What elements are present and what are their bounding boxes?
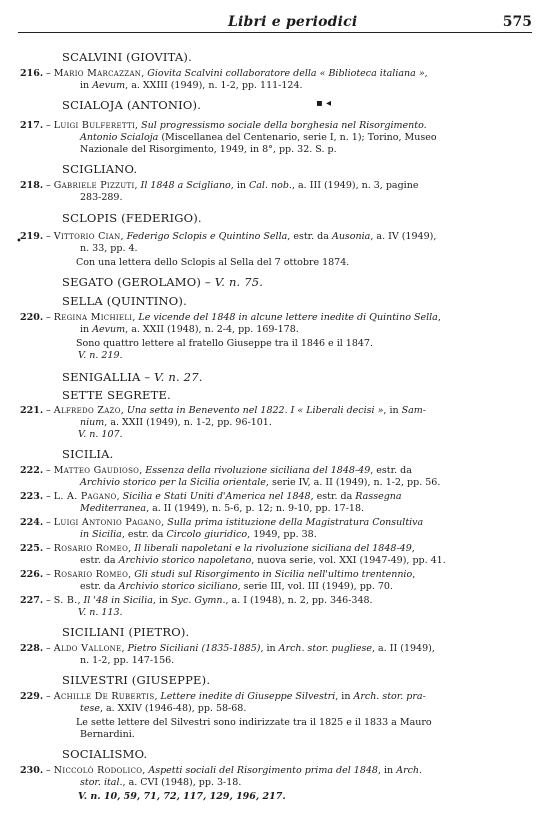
section-heading: SCIGLIANO. xyxy=(62,162,138,176)
text-run: , xyxy=(120,231,127,242)
text-run: , a. IV (1949), xyxy=(370,231,437,242)
text-run: , xyxy=(437,312,441,323)
entry-number: 222. xyxy=(20,465,44,476)
text-run: , xyxy=(116,491,123,502)
italic-text: Giovita Scalvini collaboratore della « Biblioteca italiana » xyxy=(147,68,425,79)
entry-continuation xyxy=(80,417,272,429)
cross-reference xyxy=(78,429,123,441)
section-heading: SILVESTRI (GIUSEPPE). xyxy=(62,673,211,687)
section-heading: SETTE SEGRETE. xyxy=(62,388,171,402)
italic-text: Mediterranea xyxy=(80,503,147,514)
text-run: , xyxy=(154,691,161,702)
italic-text: Il 1848 a Scigliano xyxy=(140,180,231,191)
entry-continuation xyxy=(80,243,138,255)
text-run: , xyxy=(134,180,141,191)
italic-text: Cal. nob. xyxy=(249,180,292,191)
text-run: , xyxy=(424,68,428,79)
entry-text xyxy=(46,231,436,243)
entry-number: 226. xyxy=(20,569,44,580)
italic-text: Le vicende del 1848 in alcune lettere inedite di Quintino Sella xyxy=(138,312,438,323)
running-title: Libri e periodici xyxy=(228,14,358,30)
entry-text xyxy=(46,543,415,555)
italic-text: Aevum xyxy=(92,324,126,335)
text-run: SENIGALLIA – xyxy=(62,370,155,384)
entry-note xyxy=(76,257,349,269)
entry-dash: – xyxy=(46,231,54,242)
text-run: , xyxy=(141,68,148,79)
italic-text: Gli studi sul Risorgimento in Sicilia nell'ultimo trentennio xyxy=(134,569,413,580)
italic-text: Antonio Scialoja xyxy=(80,132,159,143)
italic-text: Arch. xyxy=(396,765,423,776)
text-run: , a. XXIV (1946-48), pp. 58-68. xyxy=(99,703,247,714)
entry-continuation xyxy=(80,477,440,489)
entry-dash: – xyxy=(46,569,54,580)
text-run: Con una lettera dello Sclopis al Sella del 7 ottobre 1874. xyxy=(76,257,350,268)
italic-text: Aevum xyxy=(92,80,126,91)
entry-continuation xyxy=(80,703,246,715)
italic-text: Una setta in Benevento nel 1822. I « Liberali decisi » xyxy=(126,405,384,416)
entry-number: 217. xyxy=(20,120,44,131)
entry-continuation xyxy=(80,529,317,541)
author-name: Aldo Vallone xyxy=(53,643,122,654)
italic-text: Essenza della rivoluzione siciliana del 1848-49 xyxy=(145,465,371,476)
cross-reference xyxy=(78,607,123,619)
text-run: , a. II (1949), n. 5-6, p. 12; n. 9-10, pp. 17-18. xyxy=(146,503,365,514)
text-run: , a. XXII (1948), n. 2-4, pp. 169-178. xyxy=(125,324,299,335)
text-run: Sono quattro lettere al fratello Giuseppe tra il 1846 e il 1847. xyxy=(76,338,373,349)
text-run: , xyxy=(77,595,84,606)
author-name: L. A. Pagano xyxy=(53,491,117,502)
entry-continuation xyxy=(80,503,364,515)
author-name: S. B. xyxy=(53,595,78,606)
text-run: , a. II (1949), xyxy=(371,643,435,654)
entry-number: 219. xyxy=(20,231,44,242)
italic-text: Rassegna xyxy=(355,491,402,502)
text-run: Nazionale del Risorgimento, 1949, in 8°, pp. 32. S. p. xyxy=(80,144,337,155)
author-name: Luigi Bulferetti xyxy=(53,120,136,131)
entry-text xyxy=(46,68,428,80)
italic-text: Archivio storico per la Sicilia orientale xyxy=(80,477,266,488)
text-run: , xyxy=(142,765,149,776)
section-heading: SELLA (QUINTINO). xyxy=(62,294,187,308)
italic-text: nium xyxy=(80,417,105,428)
italic-text: stor. ital. xyxy=(80,777,123,788)
author-name: Matteo Gaudioso xyxy=(53,465,140,476)
entry-continuation xyxy=(80,729,135,741)
author-name: Niccolò Rodolico xyxy=(53,765,143,776)
text-run: , xyxy=(128,569,135,580)
text-run: , serie III, vol. III (1949), pp. 70. xyxy=(237,581,393,592)
text-run: 283-289. xyxy=(80,192,123,203)
italic-text: Circolo giuridico xyxy=(166,529,248,540)
section-heading: SCIALOJA (ANTONIO). xyxy=(62,98,202,112)
entry-text xyxy=(46,405,426,417)
text-run: , in xyxy=(260,643,279,654)
entry-continuation xyxy=(80,324,299,336)
italic-text: Archivio storico napoletano xyxy=(118,555,252,566)
italic-text: Federigo Sclopis e Quintino Sella xyxy=(126,231,288,242)
entry-text xyxy=(46,120,427,132)
entry-continuation xyxy=(80,777,241,789)
entry-dash: – xyxy=(46,120,54,131)
text-run: , a. XXIII (1949), n. 1-2, pp. 111-124. xyxy=(125,80,303,91)
italic-text: Sam- xyxy=(401,405,427,416)
text-run: , in xyxy=(377,765,397,776)
italic-text: Aspetti sociali del Risorgimento prima del 1848 xyxy=(148,765,378,776)
entry-text xyxy=(46,569,415,581)
italic-text: Archivio storico siciliano xyxy=(118,581,238,592)
italic-text: Sul progressismo sociale della borghesia nel Risorgimento. xyxy=(141,120,427,131)
text-run: , a. III (1949), n. 3, pagine xyxy=(291,180,419,191)
entry-dash: – xyxy=(46,312,54,323)
author-name: Vittorio Cian xyxy=(53,231,121,242)
entry-continuation xyxy=(80,555,446,567)
cross-reference xyxy=(78,350,123,362)
italic-text: Sicilia e Stati Uniti d'America nel 1848 xyxy=(122,491,311,502)
italic-text: Arch. stor. pra- xyxy=(353,691,426,702)
text-run: , estr. da xyxy=(121,529,167,540)
text-run: , xyxy=(161,517,168,528)
text-run: V. n. 113. xyxy=(78,607,123,618)
entry-note xyxy=(76,338,373,350)
entry-text xyxy=(46,643,435,655)
author-name: Regina Michieli xyxy=(53,312,133,323)
text-run: V. n. 10, 59, 71, 72, 117, 129, 196, 217. xyxy=(78,791,286,802)
text-run: , estr. da xyxy=(310,491,356,502)
author-name: Rosario Romeo xyxy=(53,569,129,580)
text-run: , in xyxy=(335,691,354,702)
italic-text: V. n. 27. xyxy=(154,370,203,384)
entry-number: 218. xyxy=(20,180,44,191)
author-name: Alfredo Zazo xyxy=(53,405,121,416)
text-run: V. n. 219. xyxy=(78,350,123,361)
text-run: , in xyxy=(152,595,172,606)
entry-text xyxy=(46,312,441,324)
author-name: Mario Marcazzan xyxy=(53,68,142,79)
section-heading: SOCIALISMO. xyxy=(62,747,148,761)
text-run: , serie IV, a. II (1949), n. 1-2, pp. 56. xyxy=(265,477,441,488)
entry-continuation xyxy=(80,80,303,92)
italic-text: Lettere inedite di Giuseppe Silvestri xyxy=(160,691,336,702)
text-run: , nuova serie, vol. XXI (1947-49), pp. 41. xyxy=(251,555,446,566)
entry-text xyxy=(46,180,418,192)
section-heading: SICILIA. xyxy=(62,447,114,461)
entry-number: 225. xyxy=(20,543,44,554)
text-run: SEGATO (GEROLAMO) – xyxy=(62,275,215,289)
section-heading: SCALVINI (GIOVITA). xyxy=(62,50,192,64)
entry-continuation xyxy=(80,144,337,156)
section-heading xyxy=(62,275,263,289)
entry-dash: – xyxy=(46,68,54,79)
author-name: Rosario Romeo xyxy=(53,543,129,554)
text-run: , xyxy=(132,312,139,323)
entry-text xyxy=(46,517,423,529)
text-run: estr. da xyxy=(80,581,119,592)
entry-continuation xyxy=(80,132,437,144)
text-run: , a. XXII (1949), n. 1-2, pp. 96-101. xyxy=(104,417,272,428)
entry-dash: – xyxy=(46,543,54,554)
text-run: in xyxy=(80,324,93,335)
entry-continuation xyxy=(80,581,393,593)
entry-dash: – xyxy=(46,491,54,502)
entry-number: 227. xyxy=(20,595,44,606)
text-run: , a. CVI (1948), pp. 3-18. xyxy=(122,777,242,788)
entry-text xyxy=(46,691,426,703)
italic-text: Il liberali napoletani e la rivoluzione siciliana del 1848-49 xyxy=(134,543,412,554)
italic-text: V. n. 75. xyxy=(214,275,264,289)
entry-number: 228. xyxy=(20,643,44,654)
text-run: , a. I (1948), n. 2, pp. 346-348. xyxy=(225,595,373,606)
italic-text: Arch. stor. pugliese xyxy=(278,643,372,654)
text-run: Bernardini. xyxy=(80,729,135,740)
entry-dash: – xyxy=(46,405,54,416)
italic-text: Ausonia xyxy=(331,231,371,242)
entry-text xyxy=(46,765,422,777)
entry-dash: – xyxy=(46,643,54,654)
entry-continuation xyxy=(80,192,123,204)
entry-text xyxy=(46,491,402,503)
running-header xyxy=(18,10,532,33)
text-run: , xyxy=(411,543,415,554)
text-run: n. 1-2, pp. 147-156. xyxy=(80,655,175,666)
text-run: (Miscellanea del Centenario, serie I, n. 1); Torino, Museo xyxy=(158,132,437,143)
author-name: Achille De Rubertis xyxy=(53,691,155,702)
entry-dash: – xyxy=(46,765,54,776)
entry-number: 223. xyxy=(20,491,44,502)
text-run: , xyxy=(139,465,146,476)
author-name: Gabriele Pizzuti xyxy=(53,180,135,191)
entry-number: 224. xyxy=(20,517,44,528)
section-heading: SCLOPIS (FEDERIGO). xyxy=(62,211,202,225)
entry-note xyxy=(76,717,432,729)
text-run: , in xyxy=(230,180,249,191)
cross-reference xyxy=(78,791,286,803)
entry-dash: – xyxy=(46,691,54,702)
entry-number: 216. xyxy=(20,68,44,79)
page-number: 575 xyxy=(502,14,532,30)
italic-text: Pietro Siciliani (1835-1885) xyxy=(127,643,261,654)
text-run: in xyxy=(80,80,93,91)
italic-text: Syc. Gymn. xyxy=(171,595,226,606)
text-run: V. n. 107. xyxy=(78,429,123,440)
text-run: Le sette lettere del Silvestri sono indirizzate tra il 1825 e il 1833 a Mauro xyxy=(76,717,432,728)
text-run: , 1949, pp. 38. xyxy=(247,529,317,540)
text-run: , xyxy=(128,543,135,554)
italic-text: Il '48 in Sicilia xyxy=(83,595,153,606)
italic-text: tese xyxy=(80,703,100,714)
italic-text: Sulla prima istituzione della Magistratura Consultiva xyxy=(167,517,424,528)
entry-text xyxy=(46,595,373,607)
entry-dash: – xyxy=(46,517,54,528)
entry-continuation xyxy=(80,655,174,667)
entry-dash: – xyxy=(46,595,54,606)
section-heading xyxy=(62,370,203,384)
entry-text xyxy=(46,465,412,477)
entry-dash: – xyxy=(46,180,54,191)
text-run: , estr. da xyxy=(370,465,412,476)
stray-dot: • xyxy=(16,236,22,247)
text-run: , estr. da xyxy=(287,231,332,242)
text-run: n. 33, pp. 4. xyxy=(80,243,138,254)
entry-number: 229. xyxy=(20,691,44,702)
text-run: estr. da xyxy=(80,555,119,566)
entry-dash: – xyxy=(46,465,54,476)
author-name: Luigi Antonio Pagano xyxy=(53,517,162,528)
section-heading: SICILIANI (PIETRO). xyxy=(62,625,190,639)
entry-number: 220. xyxy=(20,312,44,323)
text-run: , in xyxy=(383,405,402,416)
entry-number: 221. xyxy=(20,405,44,416)
text-run: , xyxy=(121,643,128,654)
entry-number: 230. xyxy=(20,765,44,776)
text-run: , xyxy=(412,569,416,580)
stray-mark: ▪ ◂ xyxy=(316,98,331,109)
text-run: , xyxy=(120,405,127,416)
text-run: , xyxy=(135,120,142,131)
italic-text: in Sicilia xyxy=(80,529,122,540)
